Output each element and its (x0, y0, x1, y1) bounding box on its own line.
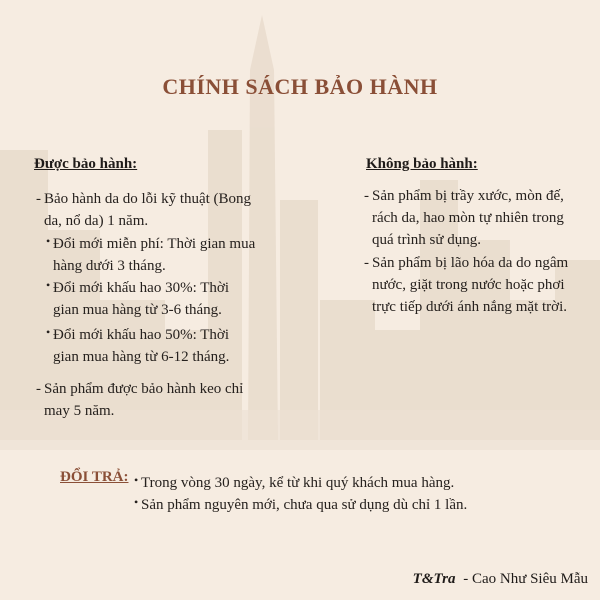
no-warranty-heading: Không bảo hành: (366, 156, 478, 172)
warranty-heading: Được bảo hành: (34, 156, 138, 172)
returns-item-unused (134, 494, 561, 516)
warranty-item-leather-text: Bảo hành da do lỗi kỹ thuật (Bong da, nổ da) 1 năm. (44, 191, 252, 229)
returns-item-unused-text: Sản phẩm nguyên mới, chưa qua sử dụng dù chỉ 1 lần. (141, 497, 468, 513)
warranty-subitem-free-text: Đổi mới miễn phí: Thời gian mua hàng dưới 3 tháng. (53, 236, 256, 274)
no-warranty-item-water (364, 252, 577, 318)
no-warranty-item-wear (364, 185, 567, 251)
bullet-marker: • (46, 234, 51, 248)
no-warranty-item-wear-text: Sản phẩm bị trầy xước, mòn đế, rách da, hao mòn tự nhiên trong quá trình sử dụng. (372, 188, 564, 248)
brand-signature (413, 571, 588, 588)
returns-item-30-days-text: Trong vòng 30 ngày, kể từ khi quý khách mua hàng. (141, 475, 455, 491)
warranty-item-stitching (36, 378, 259, 422)
dash-marker: - (364, 188, 369, 204)
bullet-marker: • (46, 278, 51, 292)
dash-marker: - (36, 191, 41, 207)
warranty-subitem-50-text: Đổi mới khấu hao 50%: Thời gian mua hàng từ 6-12 tháng. (53, 327, 230, 365)
dash-marker: - (364, 255, 369, 271)
bullet-marker: • (134, 495, 139, 509)
warranty-subitem-30-text: Đổi mới khấu hao 30%: Thời gian mua hàng từ 3-6 tháng. (53, 280, 229, 318)
warranty-subitem-30 (46, 277, 258, 321)
returns-item-30-days (134, 472, 561, 494)
returns-label: ĐỔI TRẢ: (60, 469, 129, 485)
bullet-marker: • (134, 473, 139, 487)
page-title: CHÍNH SÁCH BẢO HÀNH (162, 74, 438, 99)
warranty-subitem-50 (46, 324, 258, 368)
warranty-item-stitching-text: Sản phẩm được bảo hành keo chỉ may 5 năm. (44, 381, 244, 419)
dash-marker: - (36, 381, 41, 397)
no-warranty-item-water-text: Sản phẩm bị lão hóa da do ngâm nước, giặt trong nước hoặc phơi trực tiếp dưới ánh nắng mặt trời. (372, 255, 569, 315)
brand-tagline: - Cao Như Siêu Mẫu (463, 571, 588, 587)
bullet-marker: • (46, 325, 51, 339)
warranty-subitem-free (46, 233, 258, 277)
brand-logo: T&Tra (412, 571, 456, 587)
warranty-item-leather (36, 188, 259, 232)
